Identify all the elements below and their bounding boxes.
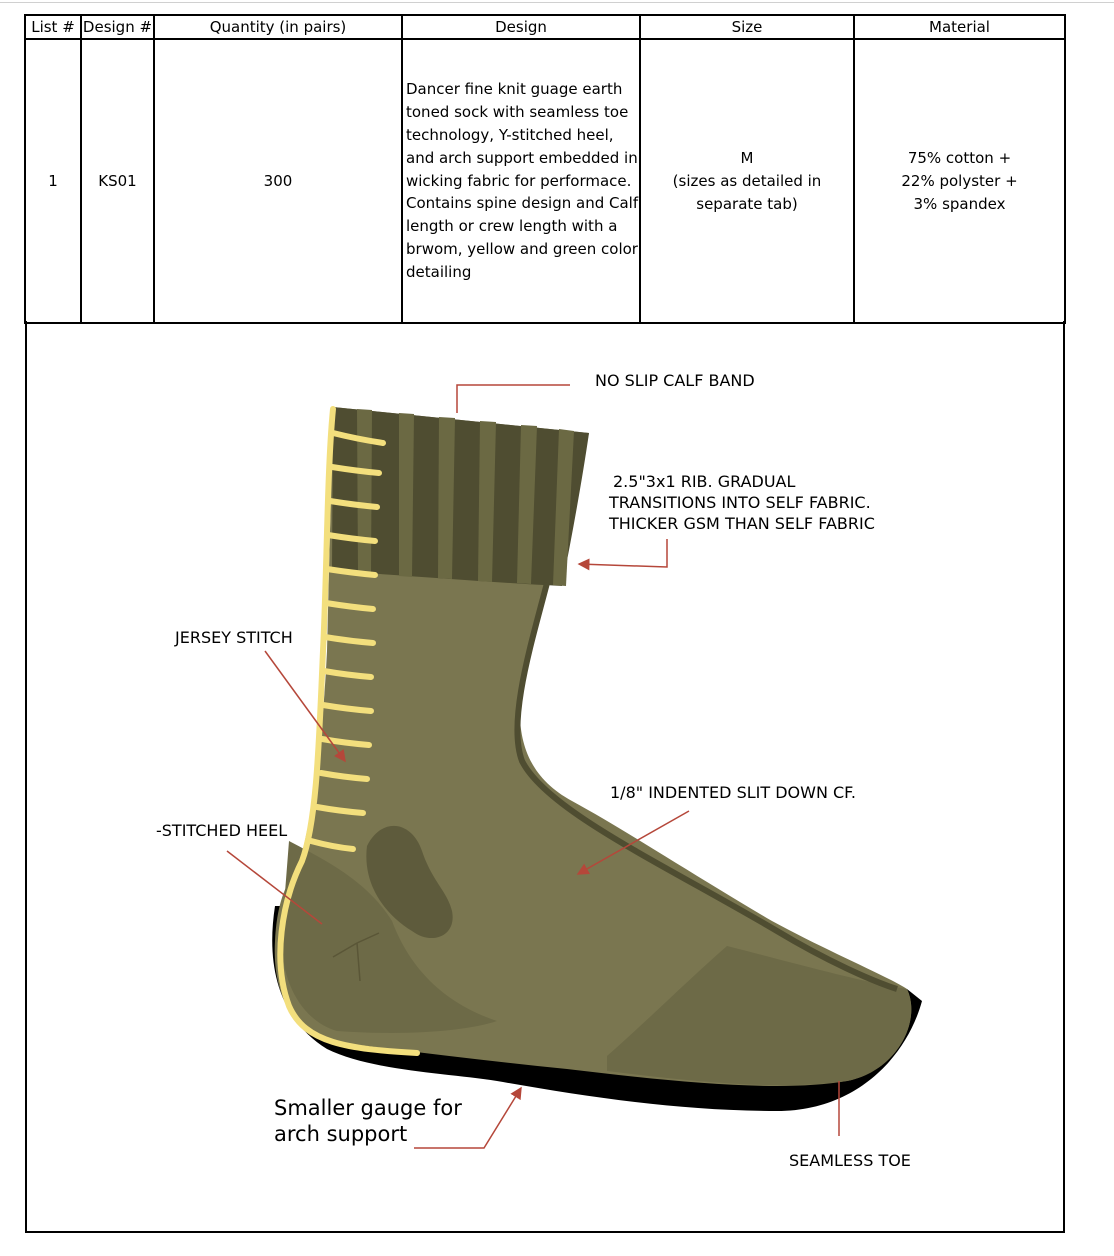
slit-label: 1/8" INDENTED SLIT DOWN CF.: [610, 783, 856, 802]
design-line: and arch support embedded in: [406, 148, 638, 167]
design-line: technology, Y-stitched heel,: [406, 126, 614, 144]
design-line: Contains spine design and Calf: [406, 194, 639, 213]
rib-leader: [579, 539, 667, 567]
rib-stripe: [438, 417, 455, 579]
col-design-no-header: Design #: [81, 15, 154, 39]
col-material-header: Material: [854, 15, 1065, 39]
rib-stripe: [399, 413, 414, 577]
material-cell: [854, 39, 1065, 323]
design-line: detailing: [406, 262, 472, 281]
design-line: wicking fabric for performace.: [406, 171, 632, 190]
seamless-toe-label: SEAMLESS TOE: [789, 1151, 911, 1170]
design-line: length or crew length with a: [406, 217, 618, 236]
rib-label-line: THICKER GSM THAN SELF FABRIC: [609, 514, 875, 533]
design-description-cell: [402, 39, 640, 323]
arch-label-line: arch support: [274, 1122, 408, 1146]
rib-label-line: TRANSITIONS INTO SELF FABRIC.: [609, 493, 871, 512]
illustration-panel: [25, 321, 1065, 1233]
calf-band-label: NO SLIP CALF BAND: [595, 371, 755, 390]
design-no-cell: KS01: [81, 39, 154, 323]
sock-drawing: [272, 407, 922, 1111]
header-row: [25, 15, 1065, 39]
calf-band-leader: [457, 385, 570, 413]
col-size-header: Size: [640, 15, 854, 39]
col-quantity-header: Quantity (in pairs): [154, 15, 402, 39]
size-line: separate tab): [696, 194, 798, 213]
quantity-cell: 300: [154, 39, 402, 323]
list-cell: 1: [25, 39, 81, 323]
material-line: 75% cotton +: [907, 148, 1012, 167]
design-line: Dancer fine knit guage earth: [406, 80, 623, 99]
col-list-header: List #: [25, 15, 81, 39]
col-design-header: Design: [402, 15, 640, 39]
size-line: (sizes as detailed in: [672, 171, 822, 190]
design-line: brwom, yellow and green color: [406, 239, 638, 258]
jersey-stitch-label: JERSEY STITCH: [175, 628, 293, 647]
table-row: [25, 39, 1065, 323]
sock-illustration: [27, 321, 1067, 1233]
design-line: toned sock with seamless toe: [406, 103, 629, 122]
size-line: M: [740, 148, 754, 167]
top-divider: [0, 2, 1114, 3]
material-line: 3% spandex: [913, 194, 1006, 213]
rib-label-line: 2.5"3x1 RIB. GRADUAL: [613, 472, 796, 491]
rib-stripe: [357, 409, 372, 573]
heel-label: -STITCHED HEEL: [156, 821, 288, 840]
arch-label-line: Smaller gauge for: [274, 1096, 462, 1120]
size-cell: [640, 39, 854, 323]
material-line: 22% polyster +: [901, 171, 1018, 190]
spec-table: [24, 14, 1066, 324]
